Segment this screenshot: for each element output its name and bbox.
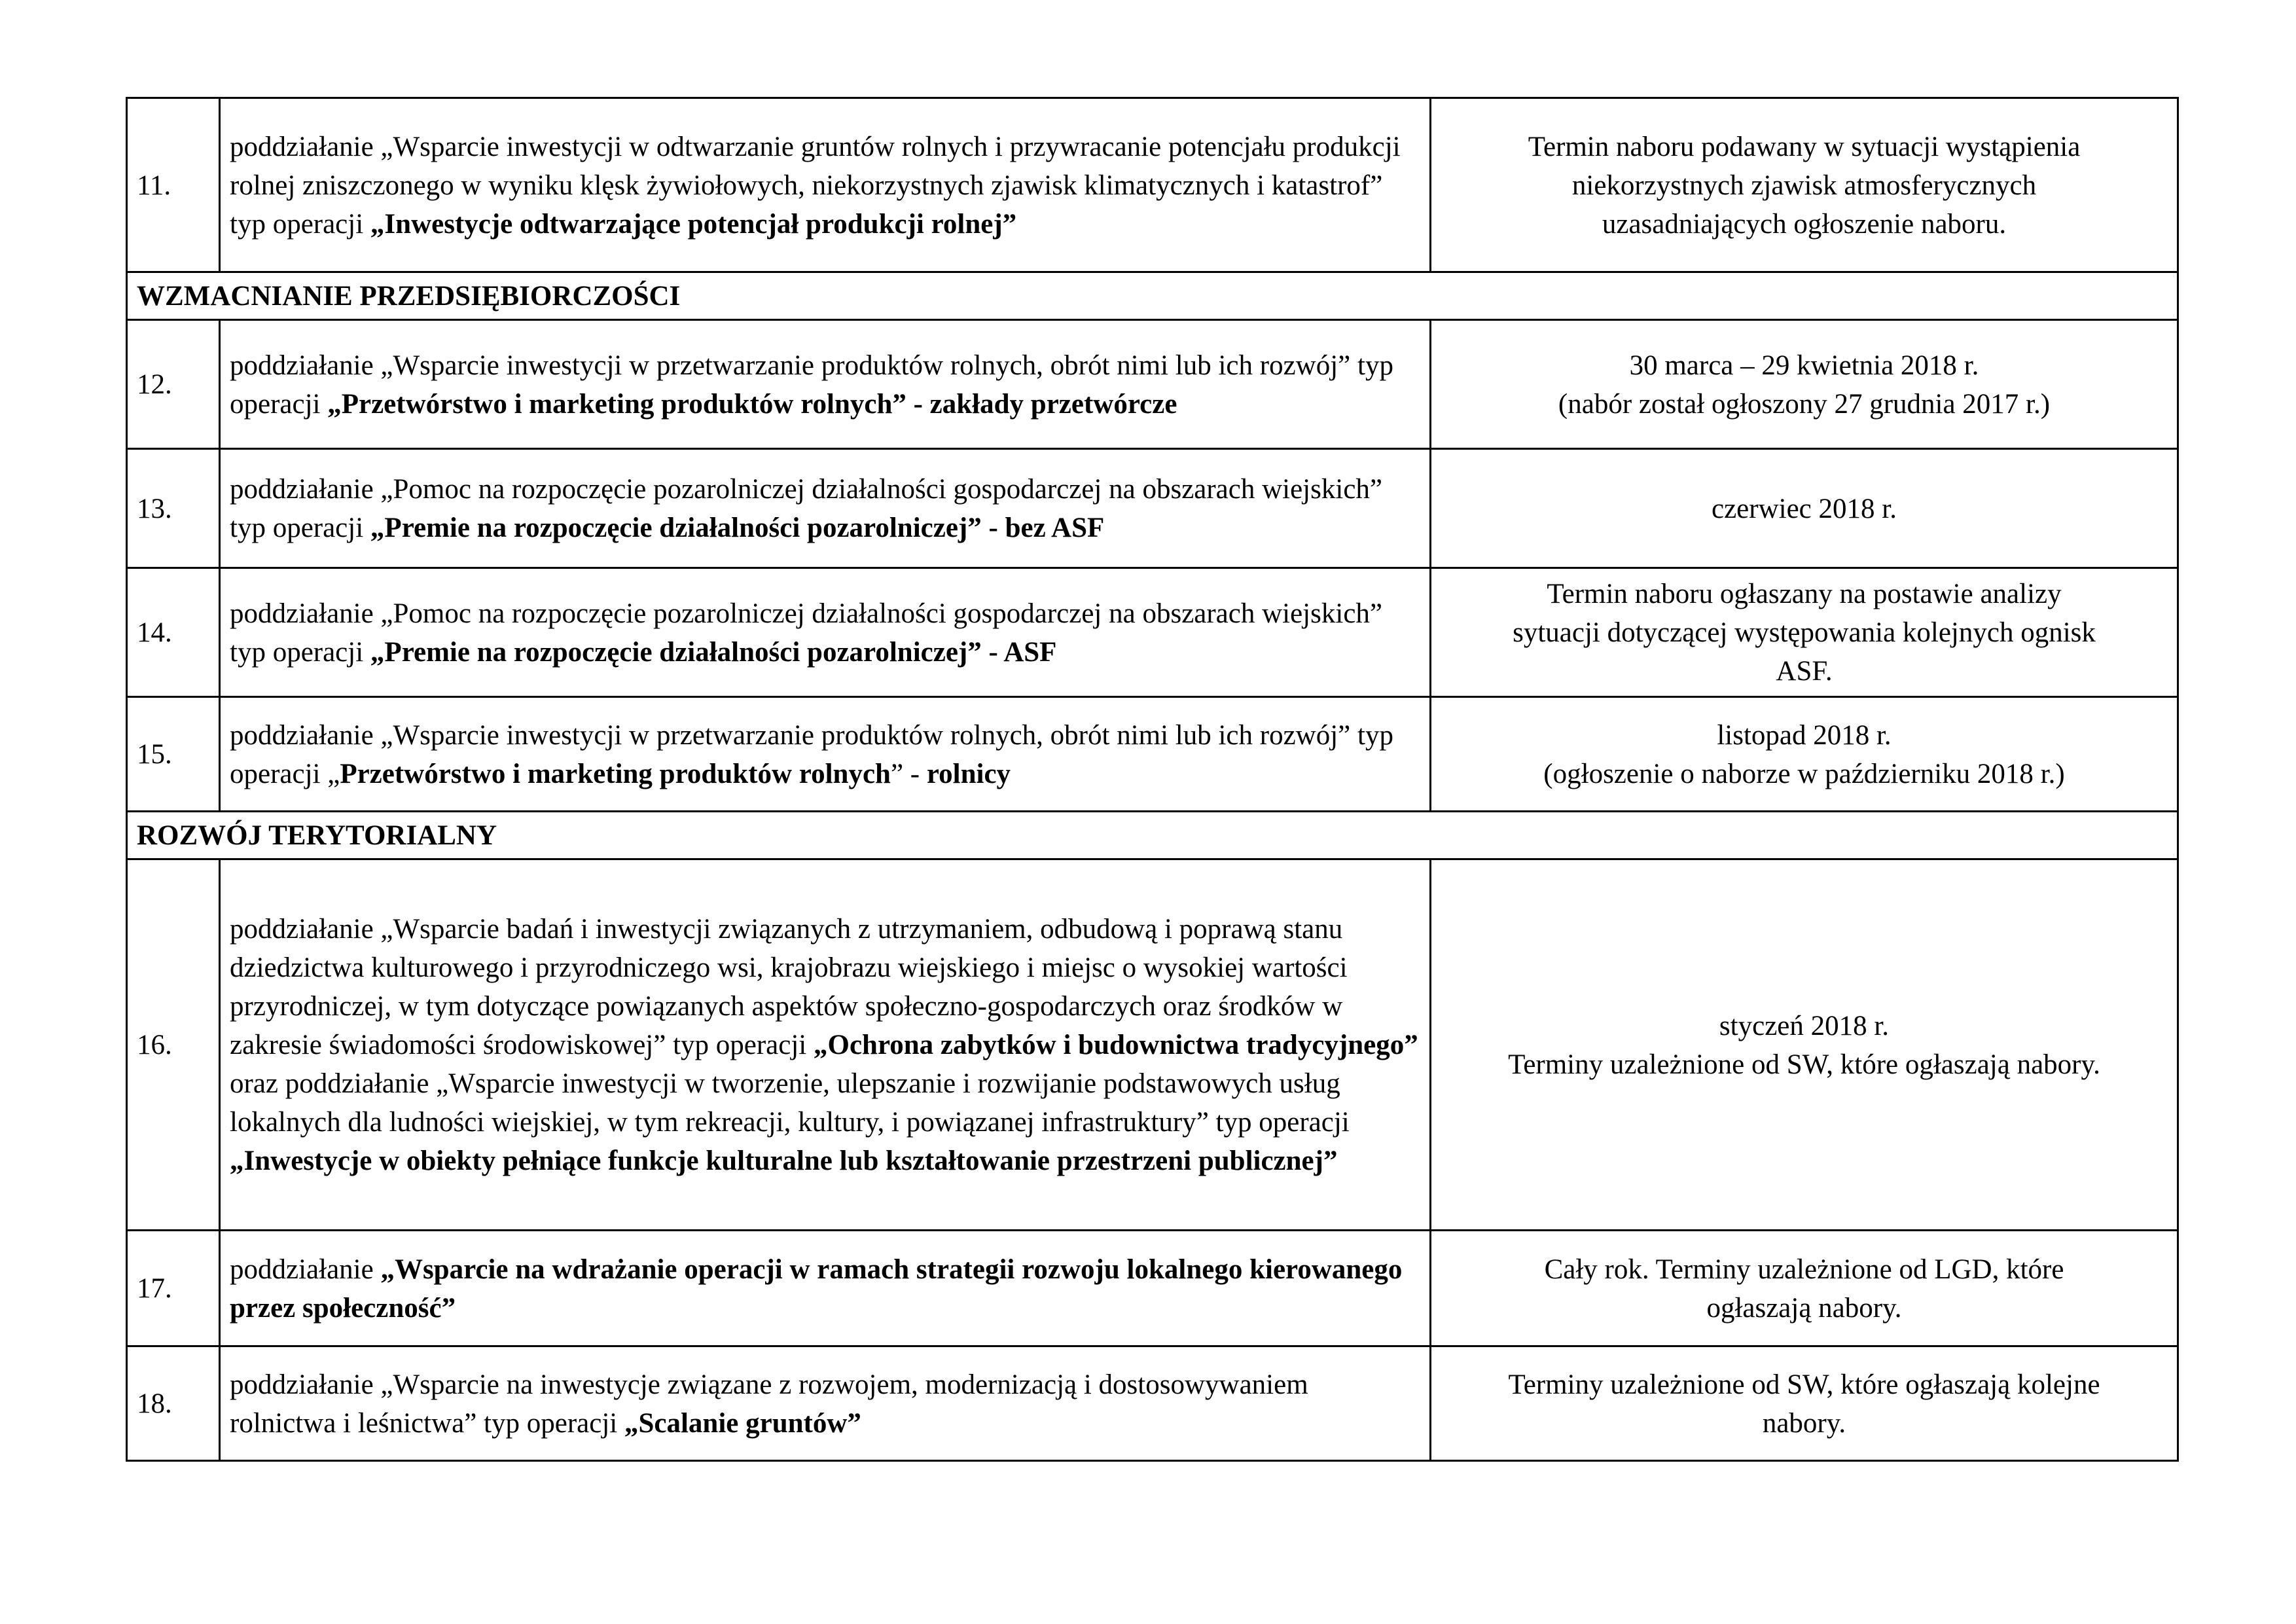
row-description — [220, 859, 1431, 1231]
description-text: ” - — [890, 758, 927, 789]
description-text: poddziałanie „Wsparcie inwestycji w przetwarzanie produktów rolnych, obrót nimi lub ich rozwój” typ operacji — [230, 350, 1393, 420]
term-line: 30 marca – 29 kwietnia 2018 r. — [1629, 350, 1979, 381]
term-line: styczeń 2018 r. — [1719, 1010, 1890, 1041]
term-line: listopad 2018 r. — [1717, 719, 1892, 751]
term-line: uzasadniających ogłoszenie naboru. — [1602, 208, 2007, 240]
term-line: (ogłoszenie o naborze w październiku 2018 r.) — [1543, 758, 2065, 789]
operation-type-name: „Premie na rozpoczęcie działalności pozarolniczej” - ASF — [370, 636, 1057, 668]
term-line: sytuacji dotyczącej występowania kolejnych ognisk — [1513, 617, 2096, 648]
row-number: 16. — [127, 859, 220, 1231]
row-term — [1431, 697, 2178, 812]
schedule-table — [126, 97, 2179, 1462]
row-description — [220, 449, 1431, 568]
operation-type-suffix: rolnicy — [926, 758, 1011, 789]
table-row — [127, 859, 2178, 1231]
table-row — [127, 568, 2178, 697]
term-line: Termin naboru ogłaszany na postawie analizy — [1547, 579, 2062, 609]
row-description — [220, 1231, 1431, 1346]
row-number: 11. — [127, 98, 220, 272]
row-number: 17. — [127, 1231, 220, 1346]
operation-type-name: „Inwestycje odtwarzające potencjał produkcji rolnej” — [370, 208, 1017, 240]
row-term — [1431, 1231, 2178, 1346]
section-heading: WZMACNIANIE PRZEDSIĘBIORCZOŚCI — [127, 272, 2178, 320]
term-line: Terminy uzależnione od SW, które ogłaszają nabory. — [1508, 1049, 2100, 1080]
term-line: niekorzystnych zjawisk atmosferycznych — [1571, 170, 2037, 201]
term-line: czerwiec 2018 r. — [1712, 493, 1897, 524]
description-text: poddziałanie „Wsparcie inwestycji w odtwarzanie gruntów rolnych i przywracanie potencjału produkcji rolnej zniszczonego w wyniku klęsk żywiołowych, niekorzystnych zjawisk klimatycznych i katastrof” typ operacji — [230, 131, 1401, 240]
row-term — [1431, 320, 2178, 449]
table-row — [127, 98, 2178, 272]
operation-type-name: Przetwórstwo i marketing produktów rolnych — [340, 758, 891, 789]
row-term — [1431, 98, 2178, 272]
description-text: poddziałanie „Wsparcie na inwestycje związane z rozwojem, modernizacją i dostosowywaniem rolnictwa i leśnictwa” typ operacji — [230, 1369, 1308, 1439]
row-term — [1431, 1346, 2178, 1461]
table-row — [127, 697, 2178, 812]
row-term — [1431, 859, 2178, 1231]
row-term — [1431, 449, 2178, 568]
row-description — [220, 98, 1431, 272]
term-line: (nabór został ogłoszony 27 grudnia 2017 r.) — [1558, 388, 2051, 420]
table-row — [127, 320, 2178, 449]
table-row — [127, 1231, 2178, 1346]
section-row — [127, 272, 2178, 320]
operation-type-name: „Inwestycje w obiekty pełniące funkcje kulturalne lub kształtowanie przestrzeni publicznej” — [230, 1146, 1338, 1176]
table-row — [127, 449, 2178, 568]
row-number: 14. — [127, 568, 220, 697]
row-description — [220, 697, 1431, 812]
row-number: 12. — [127, 320, 220, 449]
term-line: Cały rok. Terminy uzależnione od LGD, które — [1544, 1254, 2064, 1285]
description-text: poddziałanie „Pomoc na rozpoczęcie pozarolniczej działalności gospodarczej na obszarach wiejskich” typ operacji — [230, 474, 1382, 543]
operation-type-name: „Wsparcie na wdrażanie operacji w ramach strategii rozwoju lokalnego kierowanego przez społeczność” — [230, 1254, 1403, 1324]
description-text: oraz poddziałanie „Wsparcie inwestycji w tworzenie, ulepszanie i rozwijanie podstawowych usług lokalnych dla ludności wiejskiej, w tym rekreacji, kultury, i powiązanej infrastruktury” typ operacji — [230, 1068, 1350, 1138]
row-description — [220, 568, 1431, 697]
description-text: poddziałanie „Pomoc na rozpoczęcie pozarolniczej działalności gospodarczej na obszarach wiejskich” typ operacji — [230, 598, 1382, 668]
operation-type-name: „Scalanie gruntów” — [624, 1407, 861, 1439]
row-description — [220, 320, 1431, 449]
row-number: 13. — [127, 449, 220, 568]
schedule-table-body — [127, 98, 2178, 1461]
row-number: 18. — [127, 1346, 220, 1461]
row-description — [220, 1346, 1431, 1461]
description-text: poddziałanie — [230, 1254, 381, 1285]
term-line: nabory. — [1762, 1407, 1846, 1439]
description-text: poddziałanie „Wsparcie inwestycji w przetwarzanie produktów rolnych, obrót nimi lub ich rozwój” typ operacji „ — [230, 719, 1393, 789]
operation-type-name: „Premie na rozpoczęcie działalności pozarolniczej” - bez ASF — [370, 513, 1105, 543]
table-row — [127, 1346, 2178, 1461]
section-heading: ROZWÓJ TERYTORIALNY — [127, 812, 2178, 859]
term-line: Termin naboru podawany w sytuacji wystąpienia — [1528, 131, 2081, 162]
row-term — [1431, 568, 2178, 697]
section-row — [127, 812, 2178, 859]
description-text: poddziałanie „Wsparcie badań i inwestycji związanych z utrzymaniem, odbudową i poprawą stanu dziedzictwa kulturowego i przyrodniczego wsi, krajobrazu wiejskiego i miejsc o wysokiej wartości przyrodniczej, w tym dotyczące powiązanych aspektów społeczno-gospodarczych oraz środków w zakresie świadomości środowiskowej” typ operacji — [230, 914, 1348, 1060]
term-line: ogłaszają nabory. — [1706, 1292, 1902, 1324]
term-line: ASF. — [1776, 656, 1833, 687]
operation-type-name: „Ochrona zabytków i budownictwa tradycyjnego” — [814, 1030, 1418, 1060]
row-number: 15. — [127, 697, 220, 812]
term-line: Terminy uzależnione od SW, które ogłaszają kolejne — [1508, 1369, 2100, 1400]
operation-type-name: „Przetwórstwo i marketing produktów rolnych” - zakłady przetwórcze — [327, 388, 1177, 420]
